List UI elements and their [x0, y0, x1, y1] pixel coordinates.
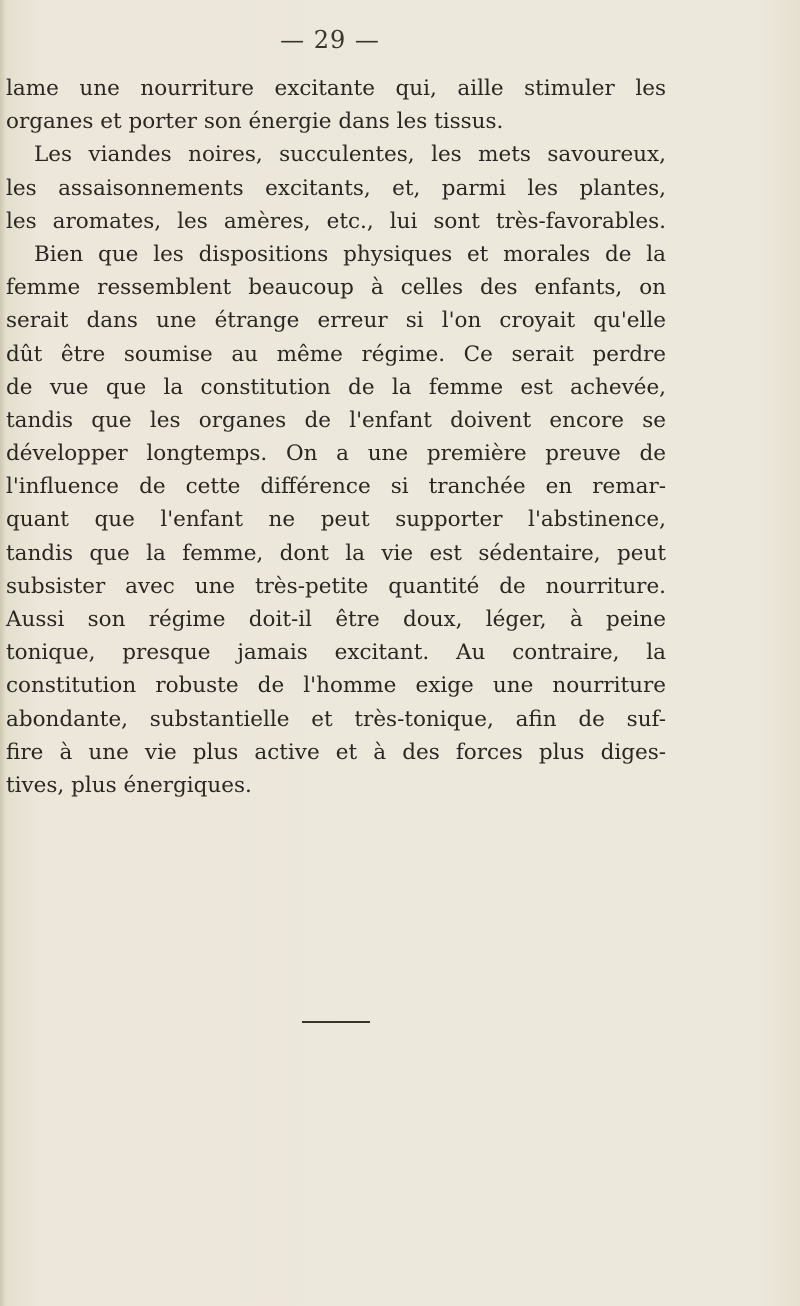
text-line: Aussi son régime doit-il être doux, léger, à peine: [6, 607, 666, 632]
body-text: [6, 72, 666, 802]
text-line: organes et porter son énergie dans les tissus.: [6, 109, 504, 135]
text-line: subsister avec une très-petite quantité de nourriture.: [6, 573, 666, 599]
text-line: dût être soumise au même régime. Ce serait perdre: [6, 341, 666, 367]
text-line: femme ressemblent beaucoup à celles des enfants, on: [6, 275, 666, 301]
text-line: lame une nourriture excitante qui, aille stimuler les: [6, 76, 666, 101]
section-rule: [302, 1021, 370, 1023]
text-line: Bien que les dispositions physiques et morales de la: [34, 241, 666, 267]
text-line: tandis que la femme, dont la vie est sédentaire, peut: [6, 540, 666, 566]
text-line: tives, plus énergiques.: [6, 772, 252, 798]
text-line: développer longtemps. On a une première preuve de: [6, 441, 666, 467]
page-number: — 29 —: [280, 26, 380, 54]
text-line: quant que l'enfant ne peut supporter l'abstinence,: [6, 507, 666, 533]
text-line: serait dans une étrange erreur si l'on croyait qu'elle: [6, 308, 666, 334]
text-line: tandis que les organes de l'enfant doivent encore se: [6, 407, 666, 433]
text-line: constitution robuste de l'homme exige une nourriture: [6, 673, 666, 699]
text-line: fire à une vie plus active et à des forces plus diges-: [6, 739, 666, 765]
text-line: les assaisonnements excitants, et, parmi les plantes,: [6, 175, 666, 201]
text-line: de vue que la constitution de la femme est achevée,: [6, 374, 666, 400]
text-line: les aromates, les amères, etc., lui sont très-favorables.: [6, 208, 666, 234]
text-line: l'influence de cette différence si tranchée en remar-: [6, 474, 666, 500]
text-line: tonique, presque jamais excitant. Au contraire, la: [6, 640, 666, 666]
text-line: Les viandes noires, succulentes, les mets savoureux,: [34, 142, 666, 168]
text-line: abondante, substantielle et très-tonique, afin de suf-: [6, 706, 666, 732]
